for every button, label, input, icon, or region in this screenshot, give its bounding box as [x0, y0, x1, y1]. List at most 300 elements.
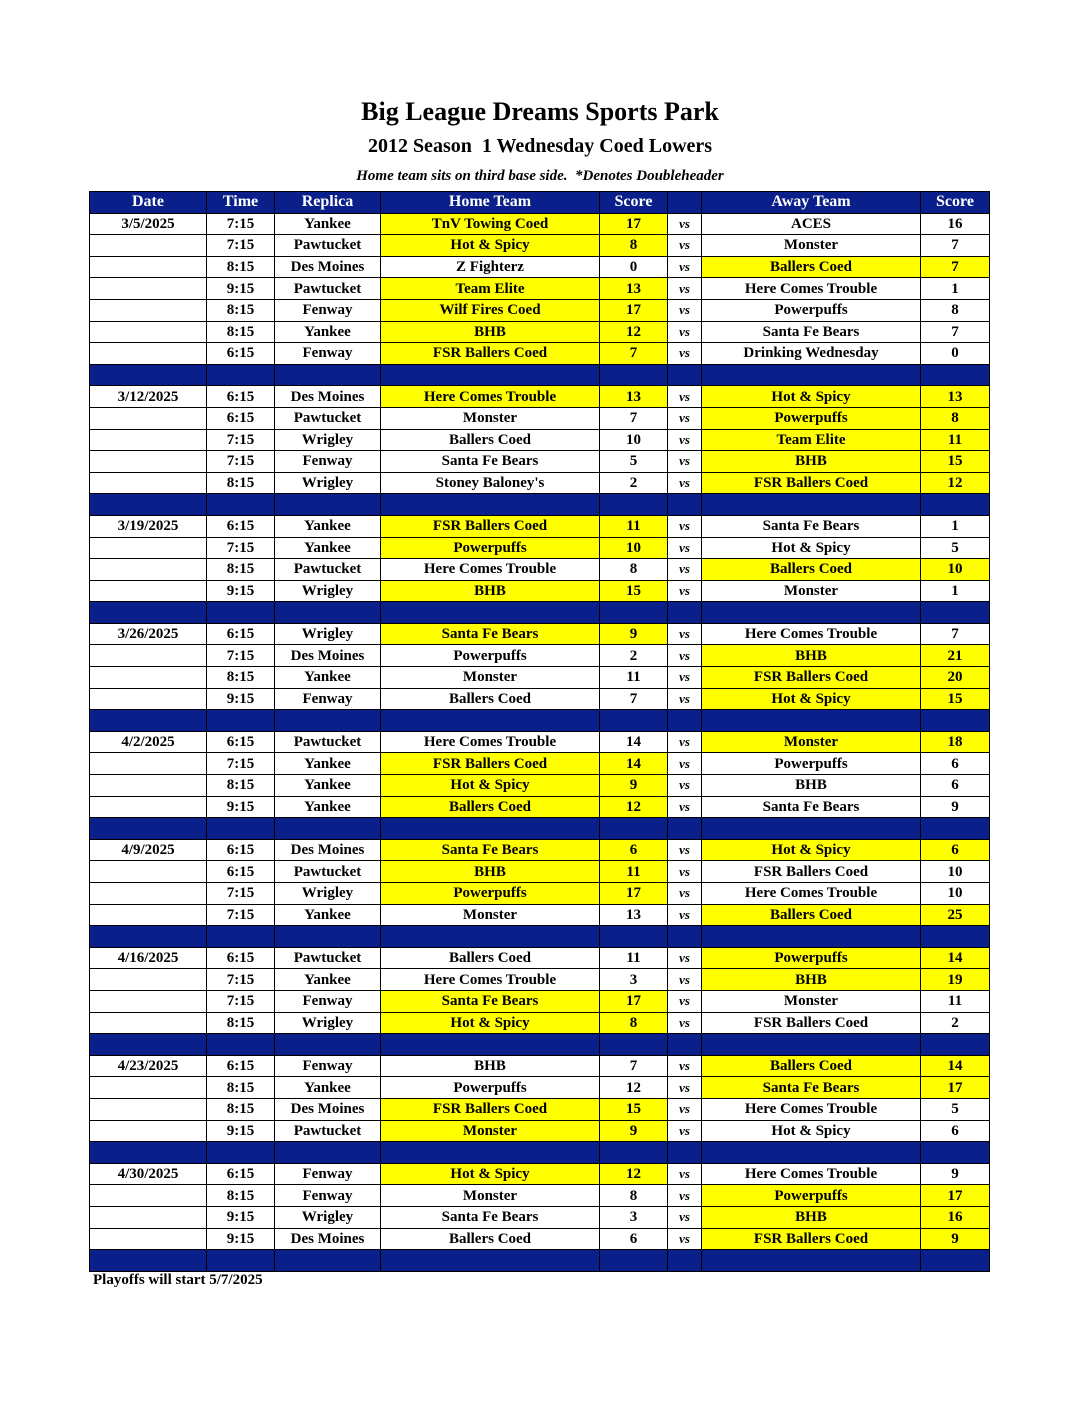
col-header-away-score: Score — [921, 192, 990, 214]
away-team: Powerpuffs — [702, 947, 921, 969]
game-row — [90, 386, 990, 408]
vs-label: vs — [668, 688, 702, 710]
separator-cell — [702, 494, 921, 516]
vs-label: vs — [668, 904, 702, 926]
game-field: Wrigley — [275, 1012, 381, 1034]
separator-cell — [921, 602, 990, 624]
home-score: 8 — [600, 235, 668, 257]
separator-cell — [921, 818, 990, 840]
game-time: 8:15 — [207, 321, 275, 343]
away-score: 8 — [921, 407, 990, 429]
separator-cell — [207, 602, 275, 624]
game-field: Yankee — [275, 969, 381, 991]
game-row — [90, 472, 990, 494]
separator-cell — [381, 494, 600, 516]
vs-label: vs — [668, 1012, 702, 1034]
game-field: Pawtucket — [275, 731, 381, 753]
home-score: 15 — [600, 1098, 668, 1120]
home-score: 12 — [600, 1077, 668, 1099]
home-team: Ballers Coed — [381, 1228, 600, 1250]
game-date — [90, 688, 207, 710]
home-score: 12 — [600, 1163, 668, 1185]
separator-cell — [702, 364, 921, 386]
vs-label: vs — [668, 429, 702, 451]
away-team: Ballers Coed — [702, 559, 921, 581]
game-row — [90, 775, 990, 797]
game-time: 6:15 — [207, 407, 275, 429]
home-team: BHB — [381, 580, 600, 602]
home-score: 15 — [600, 580, 668, 602]
game-row — [90, 429, 990, 451]
home-score: 14 — [600, 753, 668, 775]
separator-cell — [600, 1250, 668, 1272]
away-team: Here Comes Trouble — [702, 623, 921, 645]
game-date — [90, 235, 207, 257]
game-row — [90, 623, 990, 645]
home-team: FSR Ballers Coed — [381, 343, 600, 365]
game-row — [90, 213, 990, 235]
vs-label: vs — [668, 559, 702, 581]
separator-cell — [207, 364, 275, 386]
home-team: Monster — [381, 904, 600, 926]
away-score: 11 — [921, 990, 990, 1012]
game-time: 7:15 — [207, 235, 275, 257]
game-field: Wrigley — [275, 580, 381, 602]
separator-cell — [600, 364, 668, 386]
vs-label: vs — [668, 645, 702, 667]
separator-cell — [207, 1034, 275, 1056]
separator-cell — [381, 926, 600, 948]
home-score: 17 — [600, 213, 668, 235]
page-subtitle: 2012 Season 1 Wednesday Coed Lowers — [367, 135, 713, 157]
game-date — [90, 796, 207, 818]
away-team: BHB — [702, 775, 921, 797]
game-date — [90, 1120, 207, 1142]
game-row — [90, 235, 990, 257]
game-time: 8:15 — [207, 1098, 275, 1120]
game-date — [90, 1077, 207, 1099]
game-row — [90, 559, 990, 581]
game-field: Yankee — [275, 1077, 381, 1099]
home-score: 9 — [600, 623, 668, 645]
separator-cell — [207, 710, 275, 732]
game-row — [90, 1012, 990, 1034]
separator-cell — [90, 1034, 207, 1056]
game-date — [90, 559, 207, 581]
separator-cell — [668, 364, 702, 386]
away-team: FSR Ballers Coed — [702, 1012, 921, 1034]
vs-label: vs — [668, 1206, 702, 1228]
game-row — [90, 667, 990, 689]
home-score: 7 — [600, 688, 668, 710]
away-team: FSR Ballers Coed — [702, 1228, 921, 1250]
separator-cell — [275, 926, 381, 948]
game-date — [90, 537, 207, 559]
week-separator — [90, 602, 990, 624]
game-row — [90, 1098, 990, 1120]
away-score: 25 — [921, 904, 990, 926]
home-team: BHB — [381, 1055, 600, 1077]
col-header-home-team: Home Team — [381, 192, 600, 214]
vs-label: vs — [668, 515, 702, 537]
home-score: 12 — [600, 796, 668, 818]
game-date — [90, 861, 207, 883]
away-score: 6 — [921, 839, 990, 861]
home-score: 6 — [600, 1228, 668, 1250]
game-field: Fenway — [275, 299, 381, 321]
week-separator — [90, 1142, 990, 1164]
away-score: 21 — [921, 645, 990, 667]
away-score: 10 — [921, 883, 990, 905]
away-team: Hot & Spicy — [702, 688, 921, 710]
game-field: Fenway — [275, 1055, 381, 1077]
playoffs-note: Playoffs will start 5/7/2025 — [93, 1272, 263, 1288]
home-score: 13 — [600, 386, 668, 408]
game-field: Des Moines — [275, 1228, 381, 1250]
game-row — [90, 515, 990, 537]
away-score: 17 — [921, 1077, 990, 1099]
week-separator — [90, 818, 990, 840]
separator-cell — [668, 602, 702, 624]
game-date: 4/9/2025 — [90, 839, 207, 861]
home-score: 8 — [600, 1012, 668, 1034]
home-team: Monster — [381, 1120, 600, 1142]
separator-cell — [600, 926, 668, 948]
game-time: 9:15 — [207, 796, 275, 818]
home-team: Z Fighterz — [381, 256, 600, 278]
home-team: Ballers Coed — [381, 688, 600, 710]
game-date — [90, 343, 207, 365]
home-score: 2 — [600, 472, 668, 494]
home-score: 17 — [600, 883, 668, 905]
home-score: 12 — [600, 321, 668, 343]
home-score: 17 — [600, 299, 668, 321]
game-date — [90, 1185, 207, 1207]
away-team: FSR Ballers Coed — [702, 861, 921, 883]
game-row — [90, 343, 990, 365]
game-time: 8:15 — [207, 559, 275, 581]
away-score: 19 — [921, 969, 990, 991]
game-field: Des Moines — [275, 386, 381, 408]
game-row — [90, 321, 990, 343]
separator-cell — [921, 1034, 990, 1056]
away-team: Ballers Coed — [702, 1055, 921, 1077]
game-date: 3/5/2025 — [90, 213, 207, 235]
game-date — [90, 1012, 207, 1034]
schedule-body — [90, 213, 990, 1271]
vs-label: vs — [668, 1228, 702, 1250]
game-time: 9:15 — [207, 1228, 275, 1250]
vs-label: vs — [668, 1163, 702, 1185]
home-team: BHB — [381, 321, 600, 343]
home-team: Monster — [381, 667, 600, 689]
away-score: 5 — [921, 1098, 990, 1120]
game-field: Yankee — [275, 667, 381, 689]
game-date — [90, 667, 207, 689]
game-row — [90, 580, 990, 602]
home-team: Here Comes Trouble — [381, 731, 600, 753]
home-team: Powerpuffs — [381, 537, 600, 559]
away-team: Santa Fe Bears — [702, 321, 921, 343]
home-team: FSR Ballers Coed — [381, 753, 600, 775]
away-score: 9 — [921, 1163, 990, 1185]
game-row — [90, 407, 990, 429]
game-field: Yankee — [275, 904, 381, 926]
separator-cell — [381, 1142, 600, 1164]
game-date — [90, 1206, 207, 1228]
home-team: Powerpuffs — [381, 645, 600, 667]
home-team: Monster — [381, 1185, 600, 1207]
vs-label: vs — [668, 407, 702, 429]
away-score: 0 — [921, 343, 990, 365]
away-team: Ballers Coed — [702, 256, 921, 278]
away-score: 18 — [921, 731, 990, 753]
separator-cell — [600, 494, 668, 516]
home-team: Hot & Spicy — [381, 1012, 600, 1034]
away-score: 17 — [921, 1185, 990, 1207]
vs-label: vs — [668, 990, 702, 1012]
home-score: 11 — [600, 947, 668, 969]
separator-cell — [702, 1034, 921, 1056]
away-team: Monster — [702, 235, 921, 257]
vs-label: vs — [668, 1055, 702, 1077]
separator-cell — [90, 494, 207, 516]
week-separator — [90, 364, 990, 386]
separator-cell — [90, 602, 207, 624]
away-team: Monster — [702, 990, 921, 1012]
home-team: Hot & Spicy — [381, 235, 600, 257]
col-header-vs — [668, 192, 702, 214]
away-score: 1 — [921, 515, 990, 537]
home-score: 3 — [600, 969, 668, 991]
home-score: 7 — [600, 1055, 668, 1077]
away-team: Hot & Spicy — [702, 1120, 921, 1142]
home-team: Santa Fe Bears — [381, 623, 600, 645]
vs-label: vs — [668, 299, 702, 321]
game-time: 6:15 — [207, 731, 275, 753]
separator-cell — [207, 818, 275, 840]
away-team: ACES — [702, 213, 921, 235]
away-team: Santa Fe Bears — [702, 1077, 921, 1099]
away-team: Powerpuffs — [702, 407, 921, 429]
game-date — [90, 775, 207, 797]
game-field: Fenway — [275, 990, 381, 1012]
game-time: 8:15 — [207, 256, 275, 278]
game-date — [90, 1098, 207, 1120]
vs-label: vs — [668, 861, 702, 883]
away-score: 15 — [921, 451, 990, 473]
game-time: 6:15 — [207, 861, 275, 883]
game-row — [90, 1163, 990, 1185]
separator-cell — [668, 1250, 702, 1272]
game-field: Yankee — [275, 775, 381, 797]
home-team: BHB — [381, 861, 600, 883]
home-team: Here Comes Trouble — [381, 559, 600, 581]
home-team: Hot & Spicy — [381, 1163, 600, 1185]
away-score: 14 — [921, 1055, 990, 1077]
vs-label: vs — [668, 213, 702, 235]
away-team: Here Comes Trouble — [702, 1098, 921, 1120]
separator-cell — [702, 926, 921, 948]
vs-label: vs — [668, 580, 702, 602]
week-separator — [90, 1250, 990, 1272]
game-date: 4/2/2025 — [90, 731, 207, 753]
game-time: 7:15 — [207, 213, 275, 235]
game-row — [90, 861, 990, 883]
week-separator — [90, 926, 990, 948]
separator-cell — [381, 1250, 600, 1272]
away-score: 6 — [921, 775, 990, 797]
game-field: Fenway — [275, 1163, 381, 1185]
game-row — [90, 688, 990, 710]
game-time: 9:15 — [207, 278, 275, 300]
separator-cell — [702, 1142, 921, 1164]
game-field: Pawtucket — [275, 235, 381, 257]
game-date — [90, 451, 207, 473]
separator-cell — [381, 602, 600, 624]
game-field: Fenway — [275, 451, 381, 473]
game-time: 6:15 — [207, 343, 275, 365]
home-team: Santa Fe Bears — [381, 1206, 600, 1228]
home-score: 13 — [600, 904, 668, 926]
away-score: 10 — [921, 861, 990, 883]
game-row — [90, 1120, 990, 1142]
separator-cell — [275, 710, 381, 732]
game-time: 9:15 — [207, 580, 275, 602]
game-time: 6:15 — [207, 623, 275, 645]
away-score: 15 — [921, 688, 990, 710]
home-team: Powerpuffs — [381, 1077, 600, 1099]
game-time: 7:15 — [207, 429, 275, 451]
away-score: 20 — [921, 667, 990, 689]
game-field: Wrigley — [275, 623, 381, 645]
game-row — [90, 645, 990, 667]
away-score: 9 — [921, 796, 990, 818]
game-field: Yankee — [275, 753, 381, 775]
separator-cell — [207, 926, 275, 948]
separator-cell — [702, 1250, 921, 1272]
game-date — [90, 990, 207, 1012]
game-time: 8:15 — [207, 1185, 275, 1207]
vs-label: vs — [668, 796, 702, 818]
game-time: 8:15 — [207, 472, 275, 494]
away-team: Here Comes Trouble — [702, 278, 921, 300]
game-row — [90, 278, 990, 300]
vs-label: vs — [668, 472, 702, 494]
game-field: Wrigley — [275, 472, 381, 494]
game-date — [90, 472, 207, 494]
week-separator — [90, 1034, 990, 1056]
game-time: 6:15 — [207, 386, 275, 408]
game-field: Yankee — [275, 796, 381, 818]
game-row — [90, 839, 990, 861]
game-time: 7:15 — [207, 537, 275, 559]
separator-cell — [921, 926, 990, 948]
away-team: Here Comes Trouble — [702, 1163, 921, 1185]
home-team: Ballers Coed — [381, 429, 600, 451]
home-team: FSR Ballers Coed — [381, 515, 600, 537]
game-time: 8:15 — [207, 299, 275, 321]
away-team: Monster — [702, 580, 921, 602]
game-time: 7:15 — [207, 451, 275, 473]
game-row — [90, 969, 990, 991]
separator-cell — [702, 710, 921, 732]
game-row — [90, 1055, 990, 1077]
vs-label: vs — [668, 1120, 702, 1142]
away-score: 7 — [921, 321, 990, 343]
game-date — [90, 429, 207, 451]
col-header-time: Time — [207, 192, 275, 214]
game-row — [90, 796, 990, 818]
game-time: 7:15 — [207, 883, 275, 905]
away-team: Team Elite — [702, 429, 921, 451]
game-field: Fenway — [275, 343, 381, 365]
home-score: 9 — [600, 775, 668, 797]
vs-label: vs — [668, 321, 702, 343]
vs-label: vs — [668, 969, 702, 991]
away-score: 16 — [921, 1206, 990, 1228]
game-field: Wrigley — [275, 429, 381, 451]
game-field: Des Moines — [275, 839, 381, 861]
home-score: 8 — [600, 1185, 668, 1207]
vs-label: vs — [668, 839, 702, 861]
game-date — [90, 645, 207, 667]
game-field: Fenway — [275, 1185, 381, 1207]
separator-cell — [600, 818, 668, 840]
home-team: Ballers Coed — [381, 796, 600, 818]
home-score: 7 — [600, 343, 668, 365]
vs-label: vs — [668, 386, 702, 408]
separator-cell — [275, 818, 381, 840]
game-date — [90, 407, 207, 429]
separator-cell — [668, 1142, 702, 1164]
separator-cell — [600, 602, 668, 624]
home-team: Powerpuffs — [381, 883, 600, 905]
home-score: 11 — [600, 515, 668, 537]
game-time: 8:15 — [207, 667, 275, 689]
separator-cell — [275, 364, 381, 386]
game-field: Fenway — [275, 688, 381, 710]
page-title: Big League Dreams Sports Park — [361, 97, 719, 126]
game-time: 7:15 — [207, 904, 275, 926]
separator-cell — [90, 710, 207, 732]
col-header-home-score: Score — [600, 192, 668, 214]
game-time: 7:15 — [207, 990, 275, 1012]
away-team: Hot & Spicy — [702, 537, 921, 559]
game-field: Wrigley — [275, 883, 381, 905]
vs-label: vs — [668, 278, 702, 300]
home-team: FSR Ballers Coed — [381, 1098, 600, 1120]
col-header-replica: Replica — [275, 192, 381, 214]
game-row — [90, 990, 990, 1012]
separator-cell — [207, 1250, 275, 1272]
game-field: Pawtucket — [275, 407, 381, 429]
away-team: Powerpuffs — [702, 299, 921, 321]
vs-label: vs — [668, 667, 702, 689]
away-team: FSR Ballers Coed — [702, 667, 921, 689]
home-team-note: Home team sits on third base side. *Denotes Doubleheader — [356, 168, 724, 184]
game-date: 3/26/2025 — [90, 623, 207, 645]
vs-label: vs — [668, 235, 702, 257]
game-row — [90, 947, 990, 969]
separator-cell — [381, 818, 600, 840]
separator-cell — [702, 602, 921, 624]
week-separator — [90, 710, 990, 732]
separator-cell — [275, 1142, 381, 1164]
game-time: 6:15 — [207, 515, 275, 537]
separator-cell — [90, 1250, 207, 1272]
away-team: BHB — [702, 969, 921, 991]
